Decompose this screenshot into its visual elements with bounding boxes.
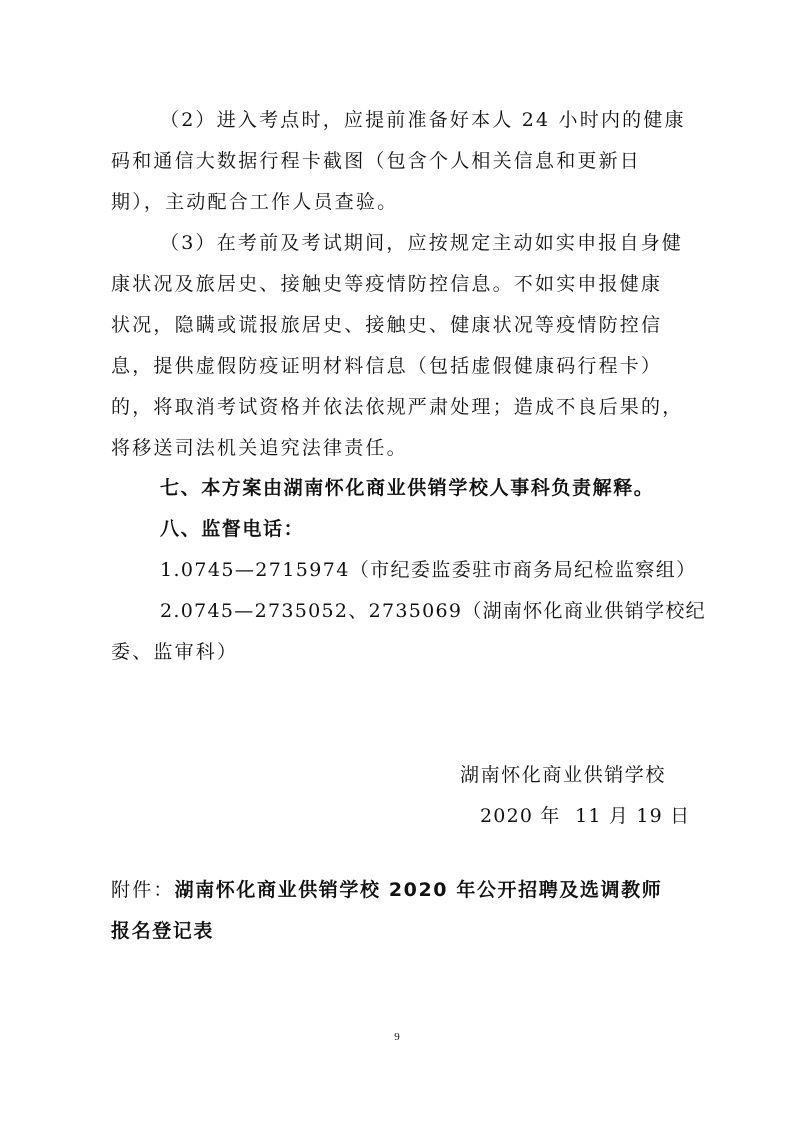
para2-line-1: （2）进入考点时，应提前准备好本人 24 小时内的健康	[160, 109, 686, 131]
section-8-heading: 八、监督电话：	[160, 518, 305, 540]
attachment-title-line-1: 湖南怀化商业供销学校 2020 年公开招聘及选调教师	[174, 879, 663, 901]
attachment-line-1	[111, 881, 662, 900]
para3-line-6: 将移送司法机关追究法律责任。	[111, 437, 408, 459]
signature-org: 湖南怀化商业供销学校	[460, 764, 667, 786]
para3-line-1: （3）在考前及考试期间，应按规定主动如实申报自身健	[160, 232, 684, 254]
phone-2-line-1: 2.0745—2735052、2735069（湖南怀化商业供销学校纪	[160, 600, 706, 622]
page-number: 9	[394, 1031, 400, 1043]
para3-line-3: 状况，隐瞒或谎报旅居史、接触史、健康状况等疫情防控信	[111, 314, 663, 336]
para2-line-3: 期），主动配合工作人员查验。	[111, 191, 399, 213]
phone-1: 1.0745—2715974（市纪委监委驻市商务局纪检监察组）	[160, 559, 697, 581]
phone-2-line-2: 委、监审科）	[111, 641, 239, 663]
para3-line-5: 的，将取消考试资格并依法依规严肃处理；造成不良后果的，	[111, 396, 684, 418]
signature-date: 2020 年 11 月 19 日	[480, 805, 691, 827]
attachment-label: 附件：	[111, 879, 175, 901]
para2-line-2: 码和通信大数据行程卡截图（包含个人相关信息和更新日	[111, 150, 642, 172]
para3-line-4: 息，提供虚假防疫证明材料信息（包括虚假健康码行程卡）	[111, 355, 663, 377]
attachment-title-line-2: 报名登记表	[111, 920, 215, 942]
section-7-heading: 七、本方案由湖南怀化商业供销学校人事科负责解释。	[160, 477, 655, 499]
para3-line-2: 康状况及旅居史、接触史等疫情防控信息。不如实申报健康	[111, 273, 663, 295]
